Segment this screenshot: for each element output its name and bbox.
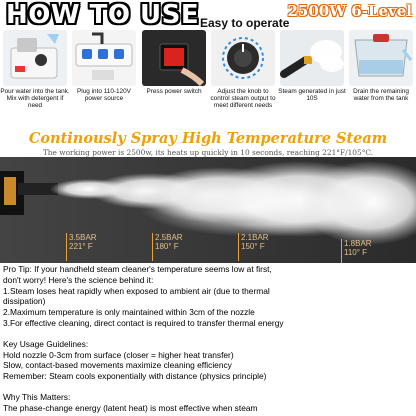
step-caption: Steam generated in just 10S [278, 88, 346, 103]
step-4 [208, 30, 278, 110]
step-caption: Plug into 110-120V power source [77, 88, 131, 103]
tip-line: Pro Tip: If your handheld steam cleaner's temperature seems low at first, [3, 264, 272, 274]
usage-line: Slow, contact-based movements maximize cleaning efficiency [3, 360, 232, 371]
step-3 [139, 30, 209, 95]
tip-line: don't worry! Here's the science behind it: [3, 274, 154, 285]
pressure-marker [66, 233, 127, 261]
tip-line: dissipation) [3, 296, 46, 307]
water-pouring-icon [3, 30, 67, 86]
steps-row [0, 30, 416, 130]
step-2 [69, 30, 139, 102]
page-title: HOW TO USE [6, 0, 200, 30]
pressure-marker [152, 233, 213, 261]
pressure-label: 3.5BAR [69, 233, 97, 242]
why-heading: Why This Matters: [3, 391, 71, 402]
steam-diagram [0, 157, 416, 263]
step-6 [346, 30, 416, 102]
pressure-label: 2.1BAR [241, 233, 269, 242]
usage-heading: Key Usage Guidelines: [3, 338, 89, 349]
power-switch-icon [142, 30, 206, 86]
pressure-label: 1.8BAR [344, 239, 372, 248]
temperature-label: 221° F [69, 242, 93, 251]
power-strip-icon [72, 30, 136, 86]
step-caption: Drain the remaining water from the tank [353, 88, 409, 103]
step-5 [277, 30, 347, 102]
steam-nozzle-icon [280, 30, 344, 86]
temperature-label: 150° F [241, 242, 265, 251]
usage-line: Remember: Steam cools exponentially with distance (physics principle) [3, 371, 267, 382]
pressure-marker [341, 239, 402, 263]
power-note: The working power is 2500w, its heats up quickly in 10 seconds, reaching 221°F/105°C. [42, 148, 374, 157]
steam-banner: Continously Spray High Temperature Steam [28, 130, 388, 147]
step-caption: Pour water into the tank. Mix with detergent if need [0, 88, 70, 110]
step-caption: Adjust the knob to control steam output to meet different needs [210, 88, 276, 110]
page-subtitle: Easy to operate [200, 16, 290, 30]
power-badge: 2500W 6-Level [287, 2, 412, 20]
temperature-label: 180° F [155, 242, 179, 251]
why-line: The phase-change energy (latent heat) is most effective when steam [3, 402, 258, 413]
tip-line: 3.For effective cleaning, direct contact is required to transfer thermal energy [3, 317, 284, 328]
control-knob-icon [211, 30, 275, 86]
tip-line: 2.Maximum temperature is only maintained within 3cm of the nozzle [3, 307, 255, 318]
spacer [3, 382, 413, 392]
temperature-label: 110° F [344, 248, 368, 257]
pressure-label: 2.5BAR [155, 233, 183, 242]
info-text [3, 264, 413, 414]
usage-line: Hold nozzle 0-3cm from surface (closer = higher heat transfer) [3, 349, 234, 360]
step-caption: Press power switch [146, 88, 202, 95]
step-1 [0, 30, 70, 110]
spacer [3, 329, 413, 339]
tip-line: 1.Steam loses heat rapidly when exposed to ambient air (due to thermal [3, 285, 270, 296]
pressure-marker [238, 233, 299, 261]
water-tank-icon [349, 30, 413, 86]
